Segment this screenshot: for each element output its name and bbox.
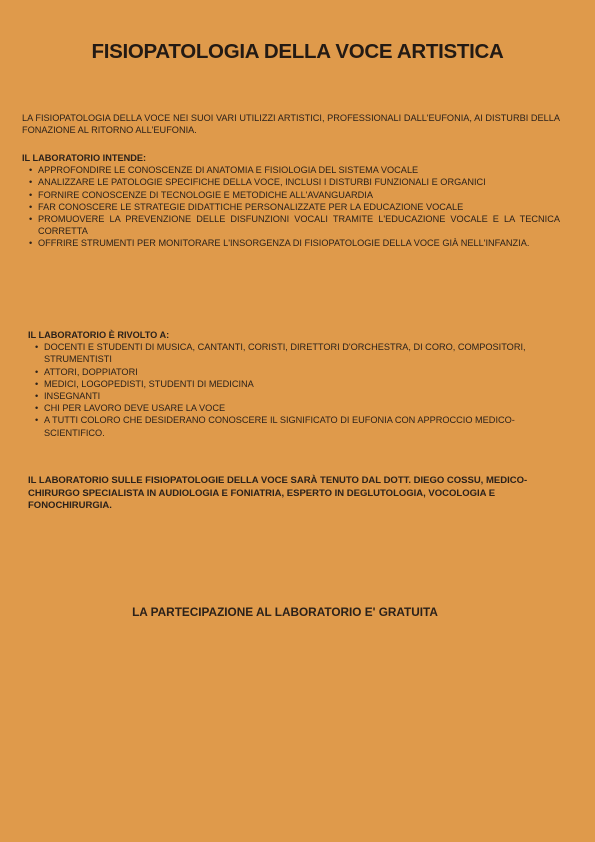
list-item-text: A TUTTI COLORO CHE DESIDERANO CONOSCERE IL SIGNIFICATO DI EUFONIA CON APPROCCIO MEDICO-SCIENTIFICO. — [44, 415, 515, 438]
bullet-icon: • — [29, 177, 33, 188]
bullet-icon: • — [35, 366, 39, 377]
list-item-text: MEDICI, LOGOPEDISTI, STUDENTI DI MEDICINA — [44, 378, 254, 389]
list-item — [28, 414, 528, 438]
audience-heading: IL LABORATORIO È RIVOLTO A: — [28, 330, 170, 340]
list-item-text: FAR CONOSCERE LE STRATEGIE DIDATTICHE PERSONALIZZATE PER LA EDUCAZIONE VOCALE — [38, 201, 464, 212]
list-item-text: ANALIZZARE LE PATOLOGIE SPECIFICHE DELLA VOCE, INCLUSI I DISTURBI FUNZIONALI E ORGANICI — [38, 177, 486, 188]
list-item — [22, 201, 560, 213]
intends-list — [22, 164, 560, 249]
intro-paragraph: LA FISIOPATOLOGIA DELLA VOCE NEI SUOI VARI UTILIZZI ARTISTICI, PROFESSIONALI DALL'EUFONIA, AI DISTURBI DELLA FONAZIONE AL RITORNO ALL'EUFONIA. — [22, 113, 560, 136]
bullet-icon: • — [35, 415, 39, 426]
intends-heading: IL LABORATORIO INTENDE: — [22, 153, 147, 163]
list-item-text: DOCENTI E STUDENTI DI MUSICA, CANTANTI, CORISTI, DIRETTORI D'ORCHESTRA, DI CORO, COMPOSITORI, STRUMENTISTI — [44, 342, 526, 365]
bullet-icon: • — [29, 201, 33, 212]
intends-section — [22, 152, 560, 250]
list-item-text: PROMUOVERE LA PREVENZIONE DELLE DISFUNZIONI VOCALI TRAMITE L'EDUCAZIONE VOCALE E LA TECNICA CORRETTA — [38, 214, 560, 237]
free-participation-notice: LA PARTECIPAZIONE AL LABORATORIO E' GRATUITA — [132, 605, 438, 619]
list-item-text: CHI PER LAVORO DEVE USARE LA VOCE — [44, 403, 226, 414]
bullet-icon: • — [35, 391, 39, 402]
list-item — [28, 366, 528, 378]
list-item — [22, 213, 560, 237]
bullet-icon: • — [35, 378, 39, 389]
bullet-icon: • — [35, 342, 39, 353]
list-item — [22, 189, 560, 201]
list-item — [28, 378, 528, 390]
list-item-text: APPROFONDIRE LE CONOSCENZE DI ANATOMIA E FISIOLOGIA DEL SISTEMA VOCALE — [38, 165, 419, 176]
list-item-text: ATTORI, DOPPIATORI — [44, 366, 138, 377]
list-item — [22, 164, 560, 176]
bullet-icon: • — [29, 189, 33, 200]
list-item — [22, 176, 560, 188]
list-item-text: FORNIRE CONOSCENZE DI TECNOLOGIE E METODICHE ALL'AVANGUARDIA — [38, 189, 373, 200]
list-item — [28, 402, 528, 414]
doctor-paragraph: IL LABORATORIO SULLE FISIOPATOLOGIE DELLA VOCE SARÀ TENUTO DAL DOTT. DIEGO COSSU, MEDICO-CHIRURGO SPECIALISTA IN AUDIOLOGIA E FONIATRIA, ESPERTO IN DEGLUTOLOGIA, VOCOLOGIA E FONOCHIRURGIA. — [28, 475, 528, 512]
list-item-text: INSEGNANTI — [44, 391, 101, 402]
list-item-text: OFFRIRE STRUMENTI PER MONITORARE L'INSORGENZA DI FISIOPATOLOGIE DELLA VOCE GIÀ NELL'INFANZIA. — [38, 238, 530, 249]
audience-list — [28, 341, 528, 439]
audience-section — [28, 329, 528, 439]
list-item — [28, 390, 528, 402]
page-title: FISIOPATOLOGIA DELLA VOCE ARTISTICA — [91, 40, 504, 63]
bullet-icon: • — [29, 238, 33, 249]
bullet-icon: • — [29, 214, 33, 225]
list-item — [22, 237, 560, 249]
bullet-icon: • — [35, 403, 39, 414]
list-item — [28, 341, 528, 365]
bullet-icon: • — [29, 165, 33, 176]
